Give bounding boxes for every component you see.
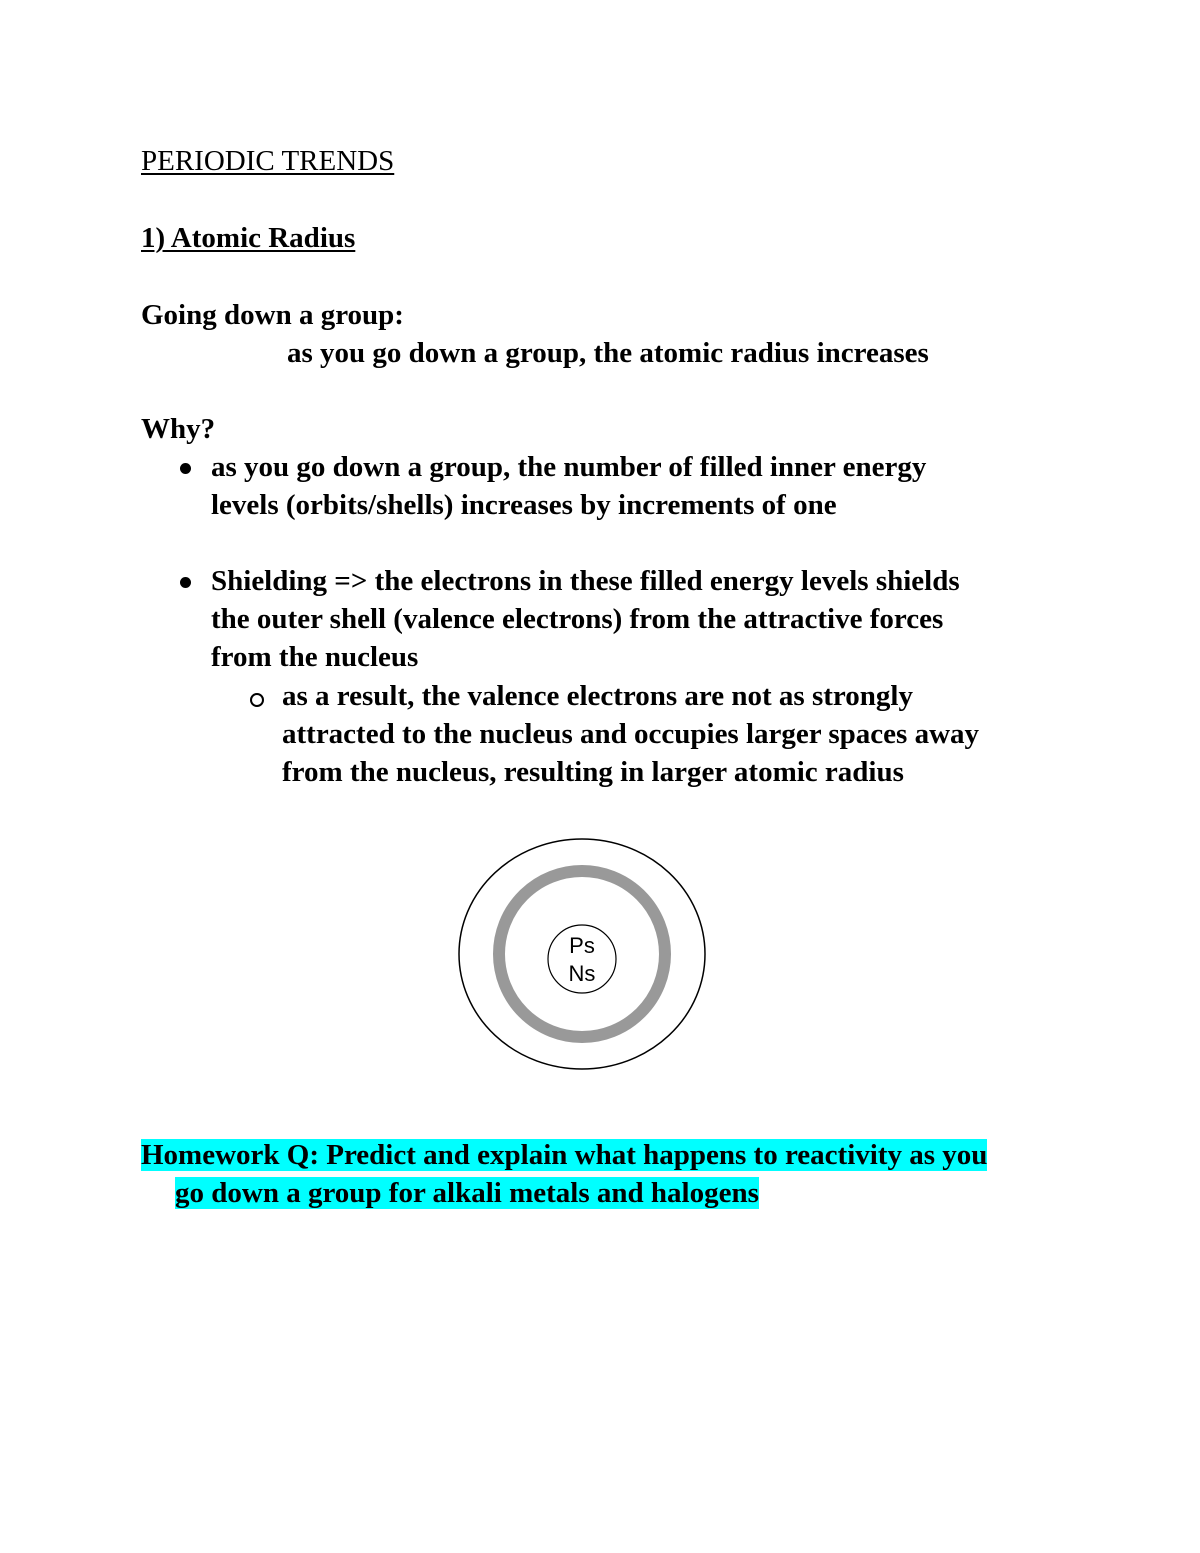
- going-down-label: Going down a group:: [141, 299, 404, 331]
- bullet2-line2: the outer shell (valence electrons) from the attractive forces: [211, 603, 944, 635]
- sub-bullet-line1: as a result, the valence electrons are not as strongly: [282, 680, 913, 712]
- why-label: Why?: [141, 413, 216, 445]
- bullet1-line1: as you go down a group, the number of filled inner energy: [211, 451, 927, 483]
- sub-bullet-line2: attracted to the nucleus and occupies larger spaces away: [282, 718, 980, 750]
- homework-line2: [175, 1174, 759, 1212]
- sub-bullet-circle: [250, 693, 264, 707]
- page-title: PERIODIC TRENDS: [141, 145, 395, 177]
- homework-line2-text: go down a group for alkali metals and halogens: [175, 1177, 759, 1209]
- bullet-dot: [180, 463, 191, 474]
- going-down-statement: as you go down a group, the atomic radius increases: [287, 337, 929, 369]
- sub-bullet-line3: from the nucleus, resulting in larger atomic radius: [282, 756, 904, 788]
- section-heading: 1) Atomic Radius: [141, 222, 356, 254]
- nucleus-label-protons: Ps: [569, 933, 595, 958]
- bullet2-line1: Shielding => the electrons in these filled energy levels shields: [211, 565, 960, 597]
- homework-line1: [141, 1136, 987, 1174]
- atom-diagram: [455, 835, 710, 1075]
- bullet1-line2: levels (orbits/shells) increases by increments of one: [211, 489, 837, 521]
- nucleus-label-neutrons: Ns: [568, 961, 596, 986]
- bullet2-line3: from the nucleus: [211, 641, 419, 673]
- bullet-dot: [180, 577, 191, 588]
- homework-line1-text: Homework Q: Predict and explain what happens to reactivity as you: [141, 1139, 988, 1171]
